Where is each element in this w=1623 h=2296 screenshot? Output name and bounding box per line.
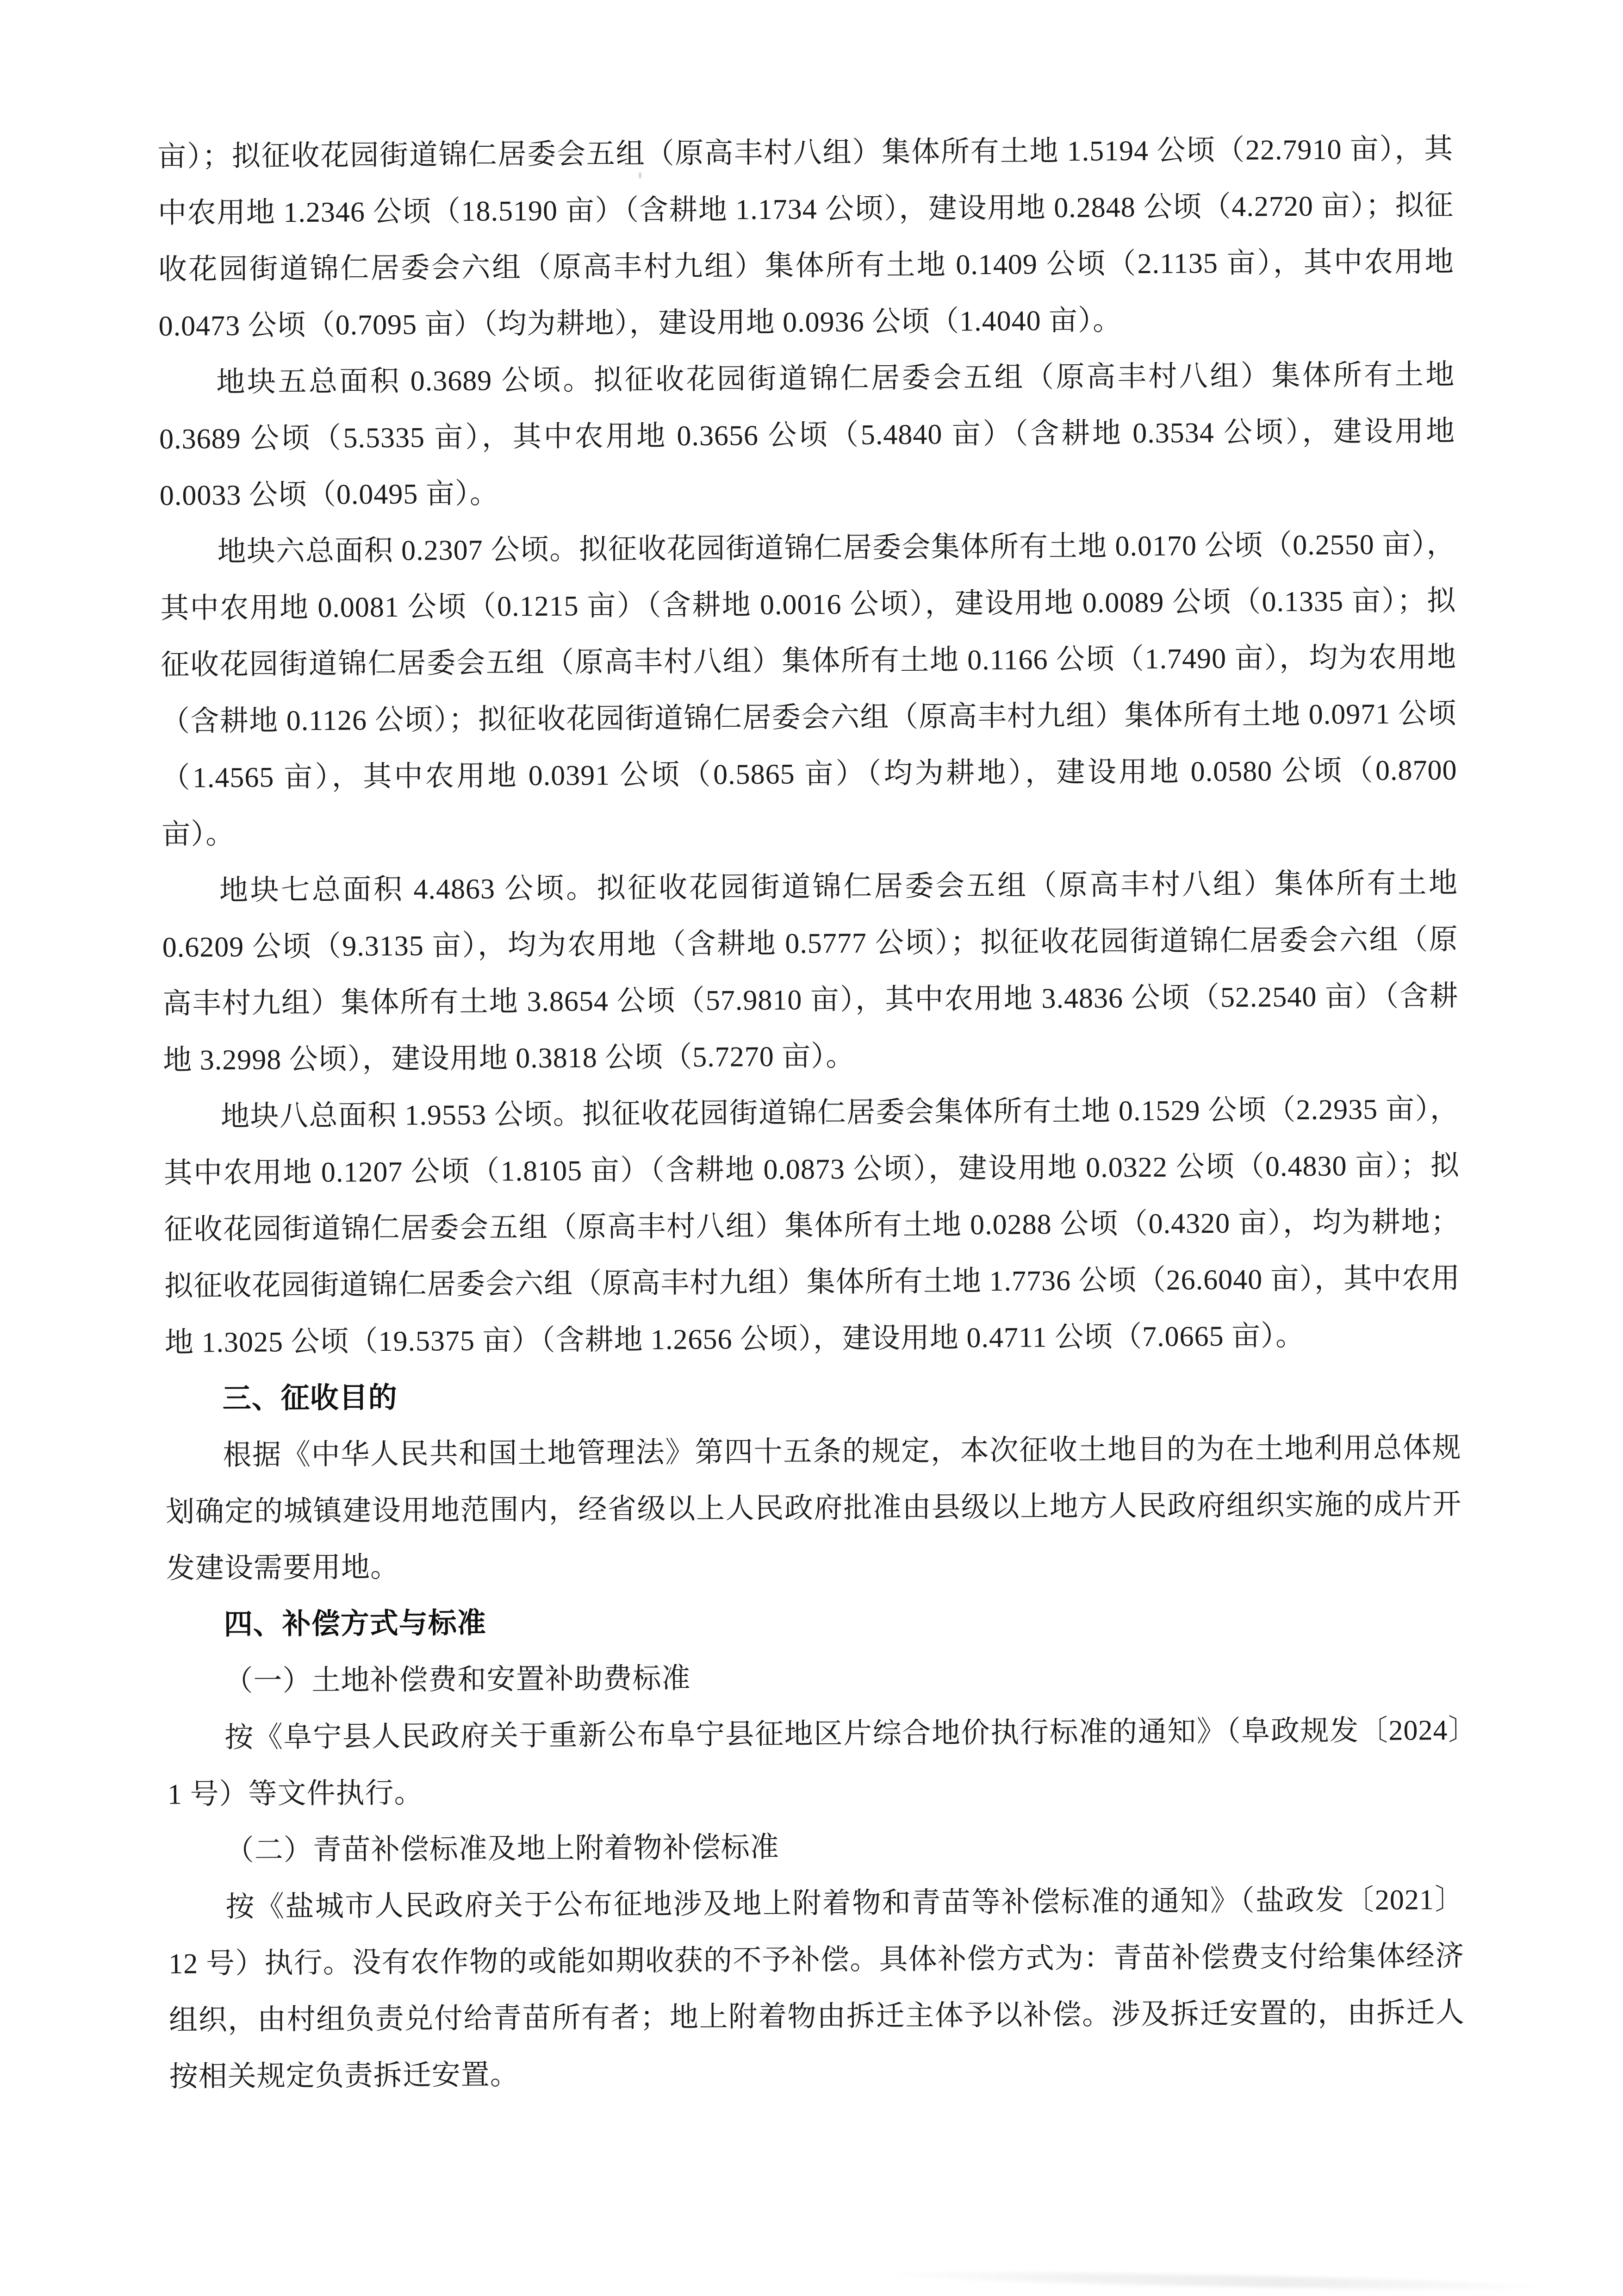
section-heading-compensation-method: 四、补偿方式与标准 bbox=[224, 1607, 486, 1641]
paragraph-expropriation-purpose: 根据《中华人民共和国土地管理法》第四十五条的规定，本次征收土地目的为在土地利用总体规划确定的城镇建设用地范围内，经省级以上人民政府批准由县级以上地方人民政府组织实施的成片开发建设需要用地。 bbox=[166, 1432, 1462, 1585]
subsection-title-land-compensation: （一）土地补偿费和安置补助费标准 bbox=[224, 1663, 691, 1697]
paragraph-parcel5: 地块五总面积 0.3689 公顷。拟征收花园街道锦仁居委会五组（原高丰村八组）集体所有土地 0.3689 公顷（5.5335 亩），其中农用地 0.3656 公顷（5.4840 亩）（含耕地 0.3534 公顷），建设用地 0.0033 公顷（0.0495 亩）。 bbox=[159, 359, 1455, 512]
paragraph-parcel8: 地块八总面积 1.9553 公顷。拟征收花园街道锦仁居委会集体所有土地 0.1529 公顷（2.2935 亩），其中农用地 0.1207 公顷（1.8105 亩）（含耕地 0.0873 公顷），建设用地 0.0322 公顷（0.4830 亩）；拟征收花园街道锦仁居委会五组（原高丰村八组）集体所有土地 0.0288 公顷（0.4320 亩），均为耕地；拟征收花园街道锦仁居委会六组（原高丰村九组）集体所有土地 1.7736 公顷（26.6040 亩），其中农用地 1.3025 公顷（19.5375 亩）（含耕地 1.2656 公顷），建设用地 0.4711 公顷（7.0665 亩）。 bbox=[163, 1093, 1461, 1359]
paragraph-parcel6: 地块六总面积 0.2307 公顷。拟征收花园街道锦仁居委会集体所有土地 0.0170 公顷（0.2550 亩），其中农用地 0.0081 公顷（0.1215 亩）（含耕地 0.0016 公顷），建设用地 0.0089 公顷（0.1335 亩）；拟征收花园街道锦仁居委会五组（原高丰村八组）集体所有土地 0.1166 公顷（1.7490 亩），均为农用地（含耕地 0.1126 公顷）；拟征收花园街道锦仁居委会六组（原高丰村九组）集体所有土地 0.0971 公顷（1.4565 亩），其中农用地 0.0391 公顷（0.5865 亩）（均为耕地），建设用地 0.0580 公顷（0.8700 亩）。 bbox=[160, 528, 1457, 850]
scan-artifact bbox=[879, 2269, 1550, 2293]
document-body-text bbox=[157, 121, 1465, 2105]
paragraph-seedling-compensation-policy: 按《盐城市人民政府关于公布征地涉及地上附着物和青苗等补偿标准的通知》（盐政发〔2021〕12 号）执行。没有农作物的或能如期收获的不予补偿。具体补偿方式为：青苗补偿费支付给集体经济组织，由村组负责兑付给青苗所有者；地上附着物由拆迁主体予以补偿。涉及拆迁安置的，由拆迁人按相关规定负责拆迁安置。 bbox=[168, 1884, 1465, 2093]
subsection-title-seedling-compensation: （二）青苗补偿标准及地上附着物补偿标准 bbox=[225, 1831, 779, 1867]
paragraph-parcel7: 地块七总面积 4.4863 公顷。拟征收花园街道锦仁居委会五组（原高丰村八组）集体所有土地 0.6209 公顷（9.3135 亩），均为农用地（含耕地 0.5777 公顷）；拟征收花园街道锦仁居委会六组（原高丰村九组）集体所有土地 3.8654 公顷（57.9810 亩），其中农用地 3.4836 公顷（52.2540 亩）（含耕地 3.2998 公顷），建设用地 0.3818 公顷（5.7270 亩）。 bbox=[162, 867, 1459, 1076]
section-heading-expropriation-purpose: 三、征收目的 bbox=[222, 1381, 398, 1415]
paragraph-land-compensation-policy: 按《阜宁县人民政府关于重新公布阜宁县征地区片综合地价执行标准的通知》（阜政规发〔2024〕1 号）等文件执行。 bbox=[167, 1714, 1463, 1810]
paragraph-parcel4-continuation: 亩）；拟征收花园街道锦仁居委会五组（原高丰村八组）集体所有土地 1.5194 公顷（22.7910 亩），其中农用地 1.2346 公顷（18.5190 亩）（含耕地 1.1734 公顷），建设用地 0.2848 公顷（4.2720 亩）；拟征收花园街道锦仁居委会六组（原高丰村九组）集体所有土地 0.1409 公顷（2.1135 亩），其中农用地 0.0473 公顷（0.7095 亩）（均为耕地），建设用地 0.0936 公顷（1.4040 亩）。 bbox=[157, 133, 1455, 342]
